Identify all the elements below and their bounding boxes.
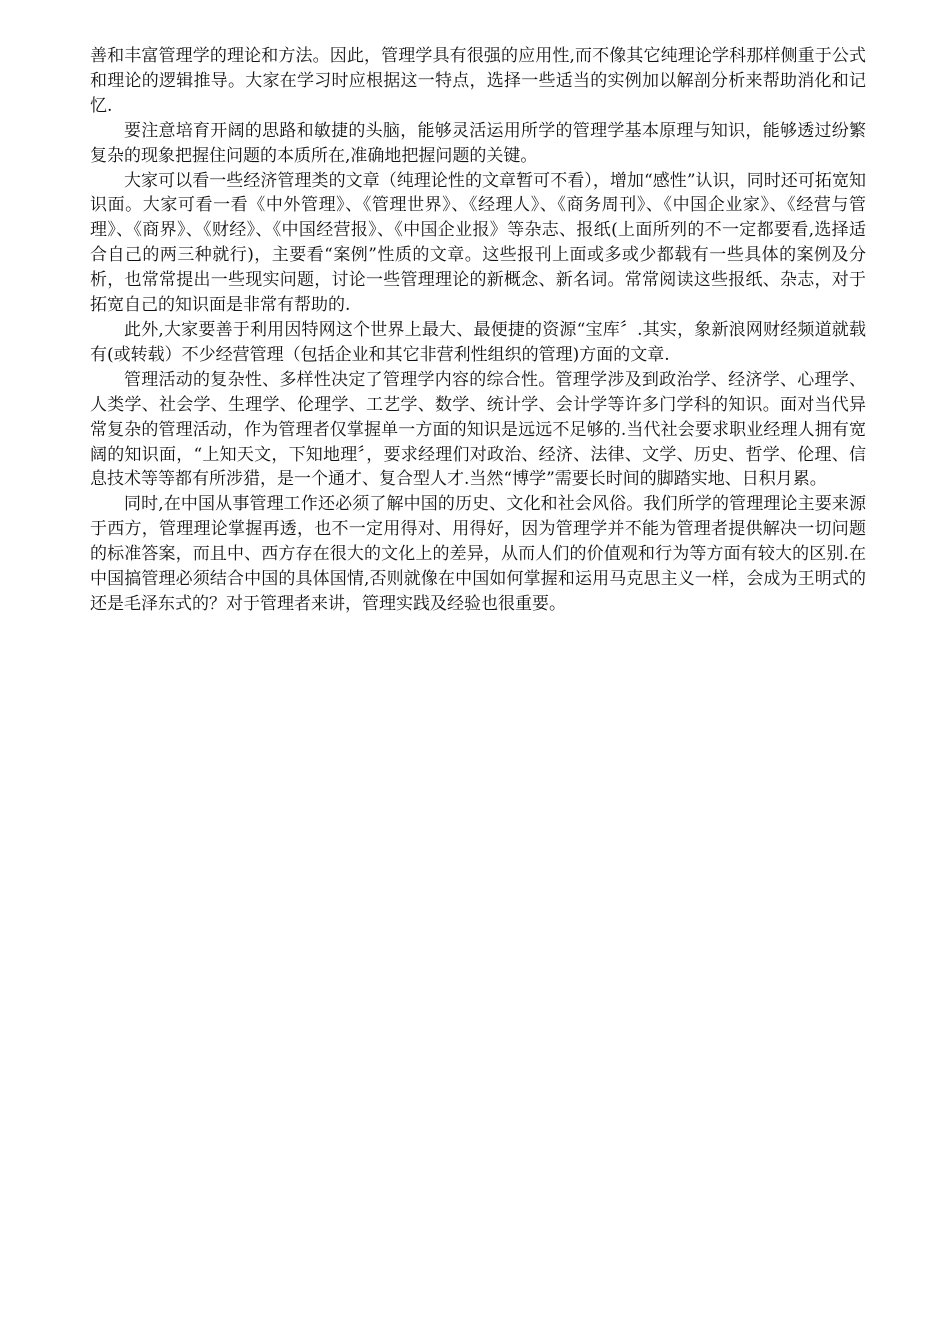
- paragraph-china: 同时,在中国从事管理工作还必须了解中国的历史、文化和社会风俗。我们所学的管理理论主要来源于西方，管理理论掌握再透，也不一定用得对、用得好，因为管理学并不能为管理者提供解决一切问题的标准答案，而且中、西方存在很大的文化上的差异，从而人们的价值观和行为等方面有较大的区别.在中国搞管理必须结合中国的具体国情,否则就像在中国如何掌握和运用马克思主义一样，会成为王明式的还是毛泽东式的？对于管理者来讲，管理实践及经验也很重要。: [90, 494, 866, 614]
- paragraph-reading: 大家可以看一些经济管理类的文章（纯理论性的文章暂可不看），增加“感性”认识，同时还可拓宽知识面。大家可看一看《中外管理》、《管理世界》、《经理人》、《商务周刊》、《中国企业家》、《经营与管理》、《商界》、《财经》、《中国经营报》、《中国企业报》等杂志、报纸(上面所列的不一定都要看,选择适合自己的两三种就行)，主要看“案例”性质的文章。这些报刊上面或多或少都载有一些具体的案例及分析，也常常提出一些现实问题，讨论一些管理理论的新概念、新名词。常常阅读这些报纸、杂志，对于拓宽自己的知识面是非常有帮助的.: [90, 170, 866, 316]
- paragraph-continued: 善和丰富管理学的理论和方法。因此，管理学具有很强的应用性,而不像其它纯理论学科那样侧重于公式和理论的逻辑推导。大家在学习时应根据这一特点，选择一些适当的实例加以解剖分析来帮助消化和记忆.: [90, 46, 866, 116]
- paragraph-internet: 此外,大家要善于利用因特网这个世界上最大、最便捷的资源“宝库〞.其实，象新浪网财经频道就载有(或转载）不少经营管理（包括企业和其它非营利性组织的管理)方面的文章.: [90, 319, 866, 365]
- paragraph-thinking: 要注意培育开阔的思路和敏捷的头脑，能够灵活运用所学的管理学基本原理与知识，能够透过纷繁复杂的现象把握住问题的本质所在,准确地把握问题的关键。: [90, 120, 866, 166]
- paragraph-comprehensive: 管理活动的复杂性、多样性决定了管理学内容的综合性。管理学涉及到政治学、经济学、心理学、人类学、社会学、生理学、伦理学、工艺学、数学、统计学、会计学等许多门学科的知识。面对当代异常复杂的管理活动，作为管理者仅掌握单一方面的知识是远远不足够的.当代社会要求职业经理人拥有宽阔的知识面，“上知天文，下知地理〞，要求经理们对政治、经济、法律、文学、历史、哲学、伦理、信息技术等等都有所涉猎，是一个通才、复合型人才.当然“博学”需要长时间的脚踏实地、日积月累。: [90, 369, 866, 490]
- document-page: [90, 44, 866, 617]
